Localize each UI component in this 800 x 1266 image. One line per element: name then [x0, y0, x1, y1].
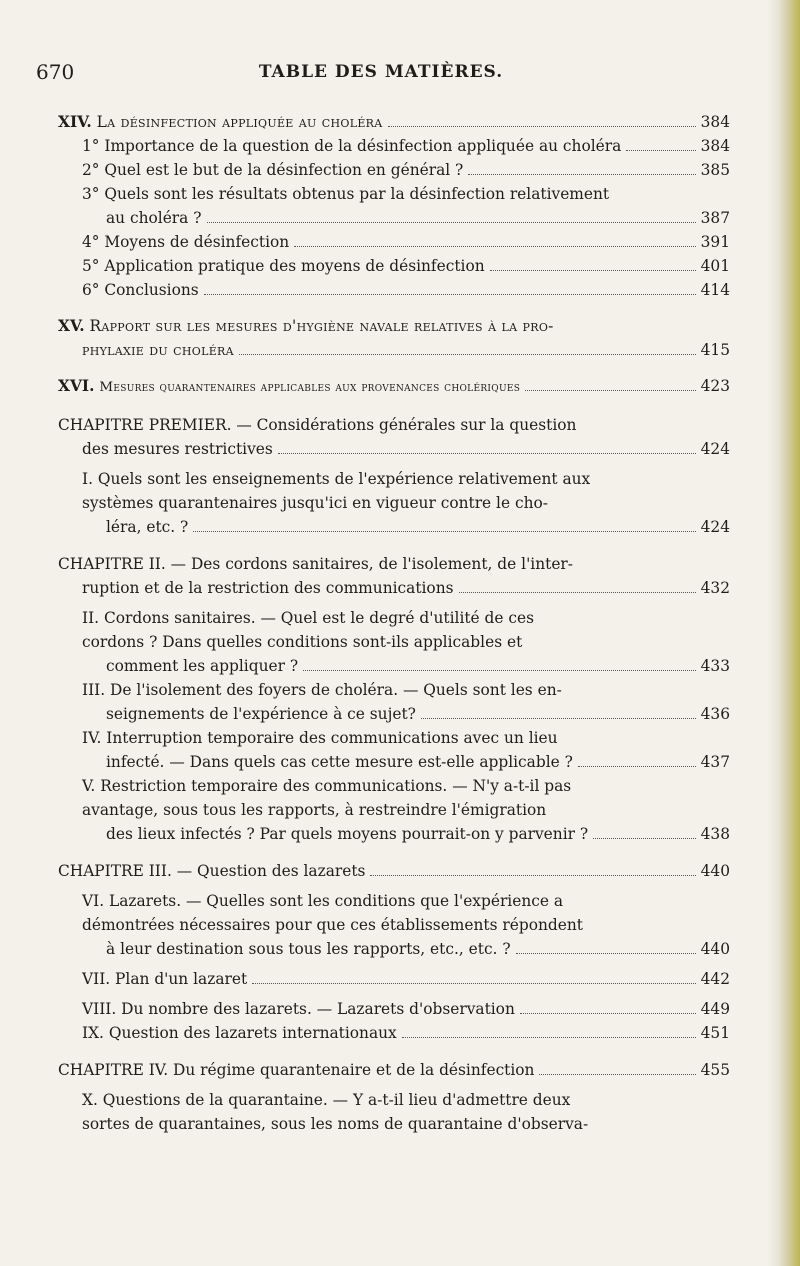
page-ref: 391: [700, 233, 730, 251]
toc-entry-xvi: [58, 374, 730, 400]
dot-leader: [578, 766, 696, 767]
toc-entry-xv: [58, 314, 730, 338]
page-number: 670: [36, 60, 75, 84]
toc-item: [58, 230, 730, 254]
dot-leader: [207, 222, 696, 223]
toc-item: [58, 997, 730, 1021]
item-text-line: I. Quels sont les enseignements de l'expérience relativement aux: [82, 470, 591, 488]
item-label: 4° Moyens de désinfection: [82, 233, 290, 251]
dot-leader: [303, 670, 696, 671]
chapter-1-heading-continued: [58, 437, 730, 461]
item-label: VII. Plan d'un lazaret: [82, 970, 248, 988]
item-text-line: démontrées nécessaires pour que ces établissements répondent: [82, 916, 583, 934]
item-label: ruption et de la restriction des communications: [82, 579, 454, 597]
item-text-line: VI. Lazarets. — Quelles sont les conditions que l'expérience a: [82, 892, 564, 910]
page-header: [36, 60, 726, 88]
item-text-line: sortes de quarantaines, sous les noms de quarantaine d'observa-: [82, 1115, 589, 1133]
item-label: seignements de l'expérience à ce sujet?: [106, 705, 416, 723]
item-label: des mesures restrictives: [82, 440, 273, 458]
page-ref: 440: [700, 940, 730, 958]
toc-entry-xv-continued: [58, 338, 730, 362]
item-label: des lieux infectés ? Par quels moyens pourrait-on y parvenir ?: [106, 825, 589, 843]
section-numeral: XIV.: [58, 113, 92, 131]
page-ref: 432: [700, 579, 730, 597]
page-ref: 451: [700, 1024, 730, 1042]
item-text-line: IV. Interruption temporaire des communications avec un lieu: [82, 729, 558, 747]
dot-leader: [294, 246, 695, 247]
chapter-1-heading: CHAPITRE PREMIER. — Considérations générales sur la question: [58, 416, 577, 434]
item-label: infecté. — Dans quels cas cette mesure est-elle applicable ?: [106, 753, 573, 771]
page-ref: 384: [700, 137, 730, 155]
item-label: IX. Question des lazarets internationaux: [82, 1024, 397, 1042]
dot-leader: [525, 390, 695, 391]
section-title: La désinfection appliquée au choléra: [96, 113, 383, 131]
page-ref: 438: [700, 825, 730, 843]
section-title: Rapport sur les mesures d'hygiène navale relatives à la pro-: [89, 317, 554, 335]
dot-leader: [421, 718, 696, 719]
toc-item: [58, 967, 730, 991]
section-numeral: XV.: [58, 317, 85, 335]
page-ref: 423: [700, 377, 730, 395]
item-text-line: III. De l'isolement des foyers de choléra. — Quels sont les en-: [82, 681, 562, 699]
page-ref: 387: [700, 209, 730, 227]
page-ref: 449: [700, 1000, 730, 1018]
item-label: à leur destination sous tous les rapports, etc., etc. ?: [106, 940, 511, 958]
dot-leader: [204, 294, 696, 295]
page-ref: 415: [700, 341, 730, 359]
toc-item: [58, 937, 730, 961]
dot-leader: [239, 354, 696, 355]
item-label: 6° Conclusions: [82, 281, 199, 299]
page-ref: 436: [700, 705, 730, 723]
item-label: VIII. Du nombre des lazarets. — Lazarets d'observation: [82, 1000, 515, 1018]
section-title-continued: phylaxie du choléra: [82, 341, 234, 359]
chapter-2-heading: CHAPITRE II. — Des cordons sanitaires, de l'isolement, de l'inter-: [58, 555, 573, 573]
dot-leader: [193, 531, 695, 532]
item-text-line: systèmes quarantenaires jusqu'ici en vigueur contre le cho-: [82, 494, 548, 512]
item-text-line: avantage, sous tous les rapports, à restreindre l'émigration: [82, 801, 547, 819]
item-text-line: cordons ? Dans quelles conditions sont-ils applicables et: [82, 633, 523, 651]
page-ref: 442: [700, 970, 730, 988]
item-label: 5° Application pratique des moyens de désinfection: [82, 257, 485, 275]
dot-leader: [459, 592, 696, 593]
page-ref: 401: [700, 257, 730, 275]
item-label: CHAPITRE IV. Du régime quarantenaire et de la désinfection: [58, 1061, 535, 1079]
dot-leader: [626, 150, 695, 151]
toc-item: [58, 654, 730, 678]
section-numeral: XVI.: [58, 377, 95, 395]
dot-leader: [402, 1037, 696, 1038]
item-label: léra, etc. ?: [106, 518, 189, 536]
item-label: au choléra ?: [106, 209, 202, 227]
chapter-2-heading-continued: [58, 576, 730, 600]
item-text-line: 3° Quels sont les résultats obtenus par la désinfection relativement: [82, 185, 610, 203]
dot-leader: [370, 875, 695, 876]
item-label: 2° Quel est le but de la désinfection en général ?: [82, 161, 464, 179]
dot-leader: [520, 1013, 696, 1014]
page-ref: 433: [700, 657, 730, 675]
page-binding-edge: [768, 0, 800, 1266]
toc-item: [58, 822, 730, 846]
dot-leader: [539, 1074, 695, 1075]
table-of-contents: [58, 110, 730, 1136]
page-ref: 424: [700, 440, 730, 458]
item-label: CHAPITRE III. — Question des lazarets: [58, 862, 366, 880]
page-ref: 414: [700, 281, 730, 299]
toc-item: [58, 515, 730, 539]
item-text-line: V. Restriction temporaire des communications. — N'y a-t-il pas: [82, 777, 572, 795]
toc-item: [58, 278, 730, 302]
page-ref: 437: [700, 753, 730, 771]
toc-item: [58, 134, 730, 158]
item-text-line: II. Cordons sanitaires. — Quel est le degré d'utilité de ces: [82, 609, 535, 627]
page-ref: 440: [700, 862, 730, 880]
toc-item: [58, 750, 730, 774]
section-title: Mesures quarantenaires applicables aux provenances cholériques: [99, 380, 521, 395]
page-ref: 385: [700, 161, 730, 179]
chapter-4-heading: [58, 1058, 730, 1082]
dot-leader: [516, 953, 696, 954]
item-label: 1° Importance de la question de la désinfection appliquée au choléra: [82, 137, 622, 155]
page-ref: 424: [700, 518, 730, 536]
dot-leader: [252, 983, 695, 984]
dot-leader: [388, 126, 696, 127]
toc-item: [58, 206, 730, 230]
page-ref: 455: [700, 1061, 730, 1079]
toc-entry-xiv: [58, 110, 730, 134]
dot-leader: [490, 270, 696, 271]
toc-item: [58, 702, 730, 726]
chapter-3-heading: [58, 859, 730, 883]
toc-item: [58, 1021, 730, 1045]
item-text-line: X. Questions de la quarantaine. — Y a-t-il lieu d'admettre deux: [82, 1091, 571, 1109]
page-ref: 384: [700, 113, 730, 131]
item-label: comment les appliquer ?: [106, 657, 299, 675]
dot-leader: [278, 453, 696, 454]
dot-leader: [593, 838, 695, 839]
running-title: TABLE DES MATIÈRES.: [258, 62, 504, 82]
toc-item: [58, 254, 730, 278]
dot-leader: [468, 174, 695, 175]
toc-item: [58, 158, 730, 182]
